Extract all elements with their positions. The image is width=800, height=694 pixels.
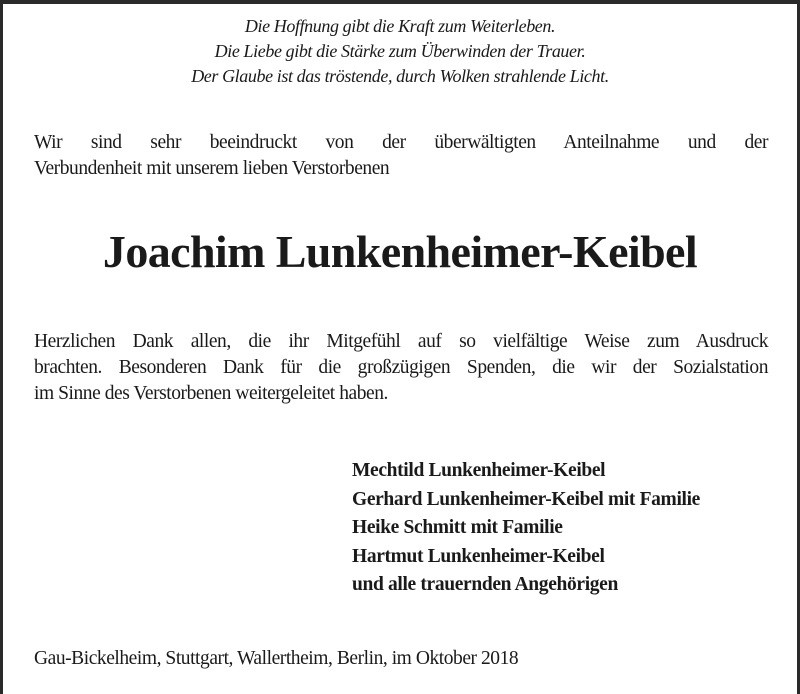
motto-verse — [0, 14, 800, 89]
thanks-line: im Sinne des Verstorbenen weitergeleitet haben. — [34, 383, 388, 404]
signatory: Mechtild Lunkenheimer-Keibel — [352, 460, 606, 481]
motto-line: Die Hoffnung gibt die Kraft zum Weiterleben. — [244, 16, 556, 36]
deceased-name: Joachim Lunkenheimer-Keibel — [102, 226, 698, 277]
thanks-line: Herzlichen Dank allen, die ihr Mitgefühl auf so vielfältige Weise zum Ausdruck — [34, 331, 768, 352]
signatories — [352, 457, 700, 600]
place-date-footer: Gau-Bickelheim, Stuttgart, Wallertheim, Berlin, im Oktober 2018 — [34, 648, 519, 669]
motto-line: Die Liebe gibt die Stärke zum Überwinden der Trauer. — [214, 41, 586, 61]
signatory: Gerhard Lunkenheimer-Keibel mit Familie — [352, 488, 700, 510]
signatory: Heike Schmitt mit Familie — [352, 517, 563, 538]
thanks-line: brachten. Besonderen Dank für die großzügigen Spenden, die wir der Sozialstation — [34, 357, 768, 378]
intro-line: Verbundenheit mit unserem lieben Verstorbenen — [34, 158, 390, 179]
intro-paragraph — [34, 130, 768, 182]
signatory: Hartmut Lunkenheimer-Keibel — [352, 545, 605, 567]
signatory: und alle trauernden Angehörigen — [352, 574, 618, 595]
motto-line: Der Glaube ist das tröstende, durch Wolken strahlende Licht. — [191, 66, 609, 86]
thanks-paragraph — [34, 329, 768, 407]
intro-line: Wir sind sehr beeindruckt von der überwältigten Anteilnahme und der — [34, 132, 768, 153]
